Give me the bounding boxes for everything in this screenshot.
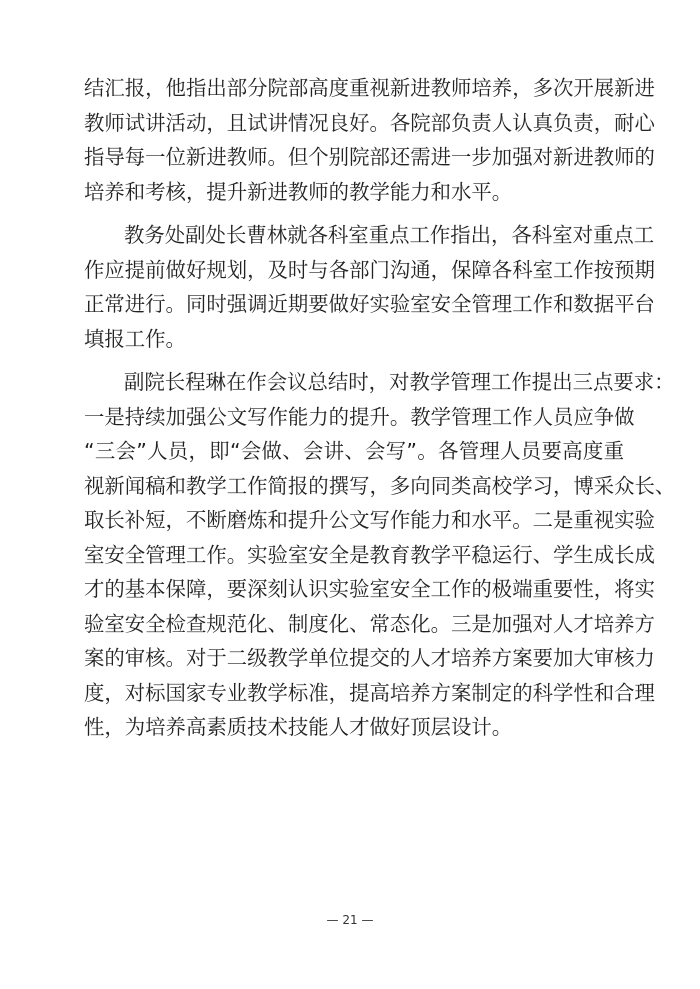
text-line: 填报工作。 bbox=[84, 326, 186, 351]
text-line: 室安全管理工作。实验室安全是教育教学平稳运行、学生成长成 bbox=[84, 542, 655, 567]
text-line: 取长补短，不断磨炼和提升公文写作能力和水平。二是重视实验 bbox=[84, 508, 655, 532]
text-line: 指导每一位新进教师。但个别院部还需进一步加强对新进教师的 bbox=[84, 145, 655, 169]
text-line: 度，对标国家专业教学标准，提高培养方案制定的科学性和合理 bbox=[84, 680, 655, 705]
text-line: 案的审核。对于二级教学单位提交的人才培养方案要加大审核力 bbox=[84, 646, 655, 670]
page-number: — 21 — bbox=[326, 913, 374, 927]
text-line: 视新闻稿和教学工作简报的撰写，多向同类高校学习，博采众长、 bbox=[84, 473, 676, 498]
text-line: 作应提前做好规划，及时与各部门沟通，保障各科室工作按预期 bbox=[84, 257, 655, 282]
text-line: 一是持续加强公文写作能力的提升。教学管理工作人员应争做 bbox=[84, 404, 635, 429]
paragraph-1 bbox=[84, 71, 655, 209]
text-line: 教师试讲活动，且试讲情况良好。各院部负责人认真负责，耐心 bbox=[84, 110, 655, 135]
paragraph-3 bbox=[84, 365, 676, 745]
text-line: 性，为培养高素质技术技能人才做好顶层设计。 bbox=[84, 715, 513, 739]
document-body bbox=[84, 71, 676, 745]
text-line: 验室安全检查规范化、制度化、常态化。三是加强对人才培养方 bbox=[84, 611, 655, 636]
text-line: 结汇报，他指出部分院部高度重视新进教师培养，多次开展新进 bbox=[84, 76, 655, 100]
text-line: “三会”人员，即“会做、会讲、会写”。各管理人员要高度重 bbox=[84, 439, 624, 463]
text-line: 正常进行。同时强调近期要做好实验室安全管理工作和数据平台 bbox=[84, 292, 655, 316]
text-line: 副院长程琳在作会议总结时，对教学管理工作提出三点要求： bbox=[124, 370, 675, 394]
text-line: 教务处副处长曹林就各科室重点工作指出，各科室对重点工 bbox=[124, 223, 655, 247]
text-line: 培养和考核，提升新进教师的教学能力和水平。 bbox=[84, 179, 513, 204]
paragraph-2 bbox=[84, 218, 655, 356]
text-line: 才的基本保障，要深刻认识实验室安全工作的极端重要性，将实 bbox=[84, 577, 655, 601]
